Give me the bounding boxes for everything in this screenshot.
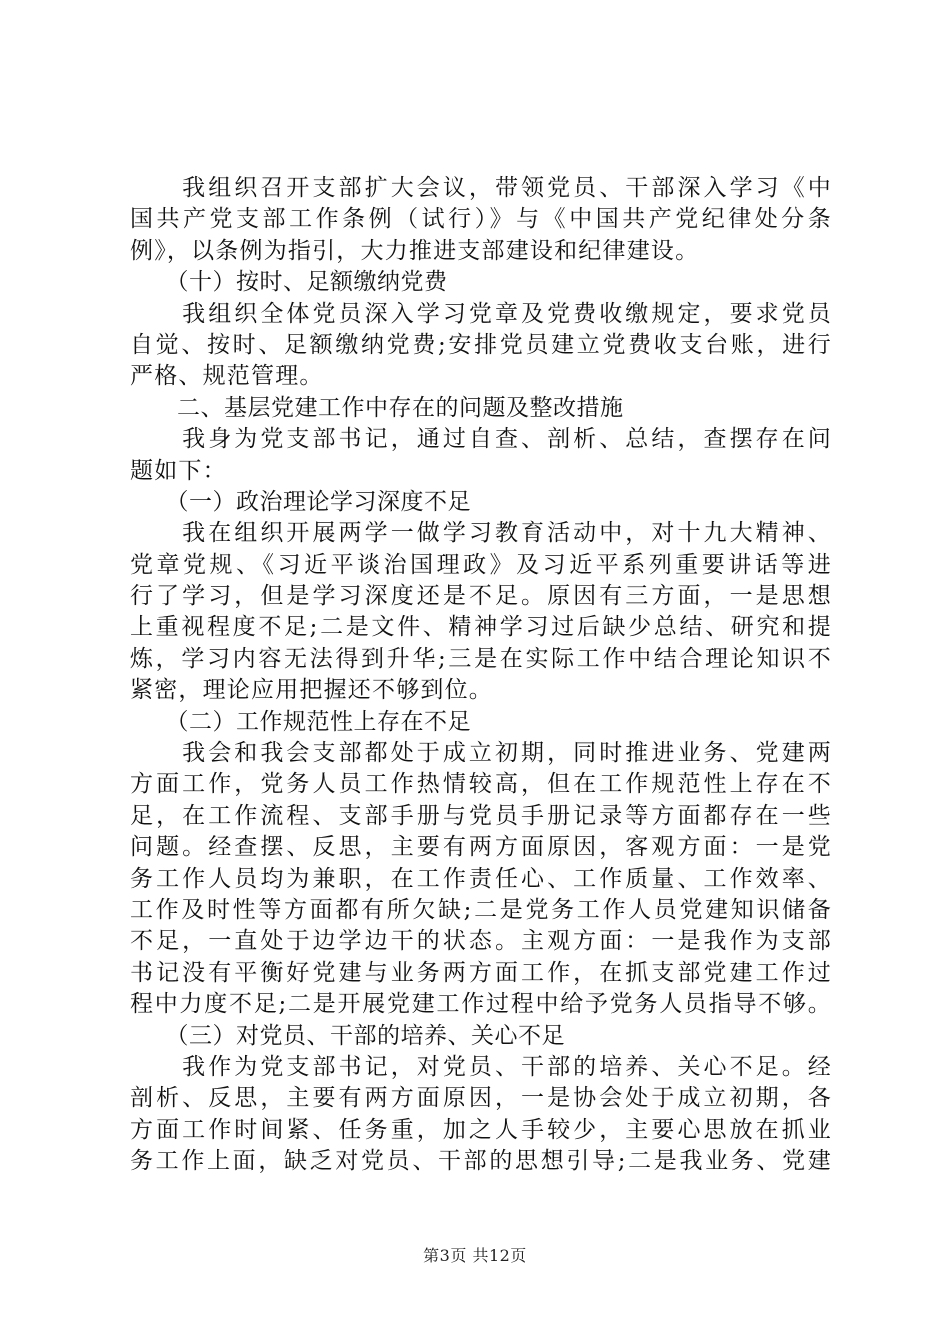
text-line: 上重视程度不足;二是文件、精神学习过后缺少总结、研究和提 xyxy=(130,614,832,641)
text-line: 我在组织开展两学一做学习教育活动中，对十九大精神、 xyxy=(130,520,832,547)
text-line: 炼，学习内容无法得到升华;三是在实际工作中结合理论知识不 xyxy=(130,645,832,672)
text-line: 足，在工作流程、支部手册与党员手册记录等方面都存在一些 xyxy=(130,802,832,829)
text-line: 题如下： xyxy=(130,457,227,484)
text-line: 行了学习，但是学习深度还是不足。原因有三方面，一是思想 xyxy=(130,583,832,610)
text-line: 党章党规、《习近平谈治国理政》及习近平系列重要讲话等进 xyxy=(130,551,832,578)
document-body xyxy=(130,173,832,1178)
text-line: 我身为党支部书记，通过自查、剖析、总结，查摆存在问 xyxy=(130,426,832,453)
text-line: 我组织召开支部扩大会议，带领党员、干部深入学习《中 xyxy=(130,175,832,201)
text-line: 我作为党支部书记，对党员、干部的培养、关心不足。经 xyxy=(130,1053,832,1080)
text-line: 我组织全体党员深入学习党章及党费收缴规定，要求党员 xyxy=(130,300,832,327)
section-heading: 二、基层党建工作中存在的问题及整改措施 xyxy=(130,394,624,421)
section-heading: （二）工作规范性上存在不足 xyxy=(130,708,471,735)
text-line: 方面工作时间紧、任务重，加之人手较少，主要心思放在抓业 xyxy=(130,1116,832,1143)
text-line: 工作及时性等方面都有所欠缺;二是党务工作人员党建知识储备 xyxy=(130,896,832,923)
text-line: 不足，一直处于边学边干的状态。主观方面：一是我作为支部 xyxy=(130,928,832,955)
text-line: 剖析、反思，主要有两方面原因，一是协会处于成立初期，各 xyxy=(130,1085,832,1112)
text-line: 国共产党支部工作条例（试行）》与《中国共产党纪律处分条 xyxy=(130,206,832,233)
page-footer: 第3页 共12页 xyxy=(423,1246,527,1265)
text-line: 书记没有平衡好党建与业务两方面工作，在抓支部党建工作过 xyxy=(130,959,832,986)
text-line: 例》，以条例为指引，大力推进支部建设和纪律建设。 xyxy=(130,237,700,264)
text-line: 问题。经查摆、反思，主要有两方面原因，客观方面：一是党 xyxy=(130,834,832,861)
text-line: 务工作上面，缺乏对党员、干部的思想引导;二是我业务、党建 xyxy=(130,1148,832,1175)
text-line: 自觉、按时、足额缴纳党费;安排党员建立党费收支台账，进行 xyxy=(130,331,832,358)
text-line: 我会和我会支部都处于成立初期，同时推进业务、党建两 xyxy=(130,740,832,767)
text-line: 务工作人员均为兼职，在工作责任心、工作质量、工作效率、 xyxy=(130,865,832,892)
section-heading: （三）对党员、干部的培养、关心不足 xyxy=(130,1022,565,1049)
text-line: 程中力度不足;二是开展党建工作过程中给予党务人员指导不够。 xyxy=(130,991,832,1018)
text-line: 严格、规范管理。 xyxy=(130,363,324,390)
section-heading: （一）政治理论学习深度不足 xyxy=(130,488,471,515)
text-line: 紧密，理论应用把握还不够到位。 xyxy=(130,677,493,704)
section-heading: （十）按时、足额缴纳党费 xyxy=(130,269,448,296)
text-line: 方面工作，党务人员工作热情较高，但在工作规范性上存在不 xyxy=(130,771,832,798)
